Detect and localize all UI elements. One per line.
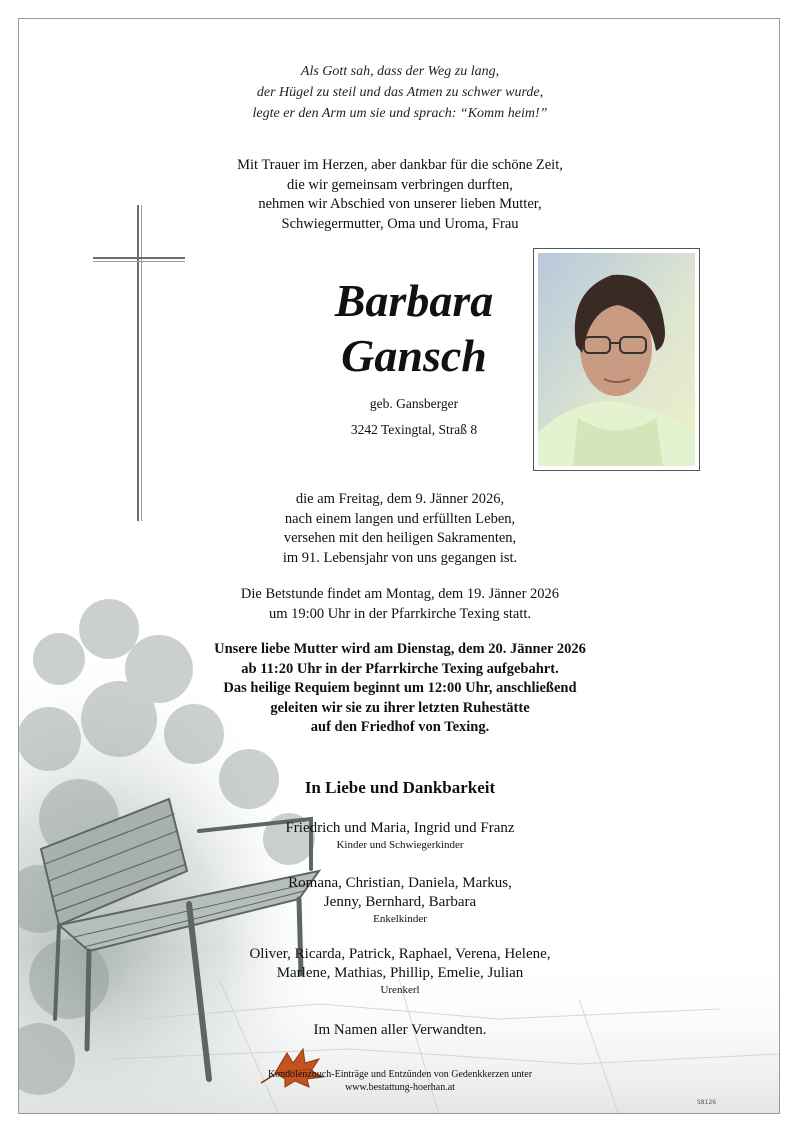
death-line: versehen mit den heiligen Sakramenten, <box>283 530 517 546</box>
poem-line: legte er den Arm um sie und sprach: “Komm heim!” <box>252 106 548 121</box>
prayer-line: um 19:00 Uhr in der Pfarrkirche Texing statt. <box>268 605 532 622</box>
wake-line: auf den Friedhof von Texing. <box>310 719 490 735</box>
prayer-line: Die Betstunde findet am Montag, dem 19. Jänner 2026 <box>240 586 560 602</box>
death-line: die am Freitag, dem 9. Jänner 2026, <box>295 491 505 507</box>
death-notice <box>19 490 780 568</box>
family-role: Kinder und Schwiegerkinder <box>336 839 464 851</box>
closing-heading: In Liebe und Dankbarkeit <box>304 778 496 797</box>
prayer-hour-notice <box>19 585 780 624</box>
poem-line: der Hügel zu steil und das Atmen zu schwer wurde, <box>256 85 544 100</box>
family-group-grandchildren <box>19 874 780 927</box>
wake-line: ab 11:20 Uhr in der Pfarrkirche Texing aufgebahrt. <box>241 660 559 677</box>
first-name: Barbara <box>334 275 494 326</box>
footer-website-link[interactable]: www.bestattung-hoerhan.at <box>345 1082 455 1093</box>
death-line: nach einem langen und erfüllten Leben, <box>284 510 516 527</box>
intro-line: Schwiegermutter, Oma und Uroma, Frau <box>281 215 519 232</box>
family-names: Jenny, Bernhard, Barbara <box>323 894 477 910</box>
family-group-children <box>19 819 780 853</box>
family-names: Oliver, Ricarda, Patrick, Raphael, Verena, Helene, <box>249 946 551 962</box>
intro-line: nehmen wir Abschied von unserer lieben Mutter, <box>258 196 542 212</box>
family-role: Urenkerl <box>380 984 420 996</box>
family-names: Friedrich und Maria, Ingrid und Franz <box>285 820 515 836</box>
death-line: im 91. Lebensjahr von uns gegangen ist. <box>282 549 518 566</box>
footer-line: Kondolenzbuch-Einträge und Entzünden von Gedenkkerzen unter <box>267 1069 533 1080</box>
intro-line: die wir gemeinsam verbringen durften, <box>287 176 513 193</box>
signature-line: Im Namen aller Verwandten. <box>313 1022 487 1038</box>
footer-info <box>19 1068 780 1094</box>
wake-line: Das heilige Requiem beginnt um 12:00 Uhr, anschließend <box>223 680 577 696</box>
address: 3242 Texingtal, Straß 8 <box>350 422 478 437</box>
maiden-name: geb. Gansberger <box>369 396 459 411</box>
portrait-photo <box>533 248 700 471</box>
family-role: Enkelkinder <box>373 913 427 925</box>
last-name: Gansch <box>341 330 487 381</box>
wake-line: geleiten wir sie zu ihrer letzten Ruhestätte <box>270 699 530 716</box>
intro-line: Mit Trauer im Herzen, aber dankbar für die schöne Zeit, <box>237 157 563 173</box>
print-code: S8126 <box>697 1099 717 1106</box>
family-names: Marlene, Mathias, Phillip, Emelie, Julian <box>276 965 524 981</box>
family-group-great-grandchildren <box>19 945 780 998</box>
obituary-card <box>18 18 780 1114</box>
family-names: Romana, Christian, Daniela, Markus, <box>288 875 512 891</box>
poem-verse <box>19 61 780 124</box>
wake-notice <box>19 640 780 738</box>
intro-text <box>19 156 780 234</box>
cross-icon <box>93 205 189 525</box>
poem-line: Als Gott sah, dass der Weg zu lang, <box>300 64 500 79</box>
wake-line: Unsere liebe Mutter wird am Dienstag, dem 20. Jänner 2026 <box>214 641 586 657</box>
